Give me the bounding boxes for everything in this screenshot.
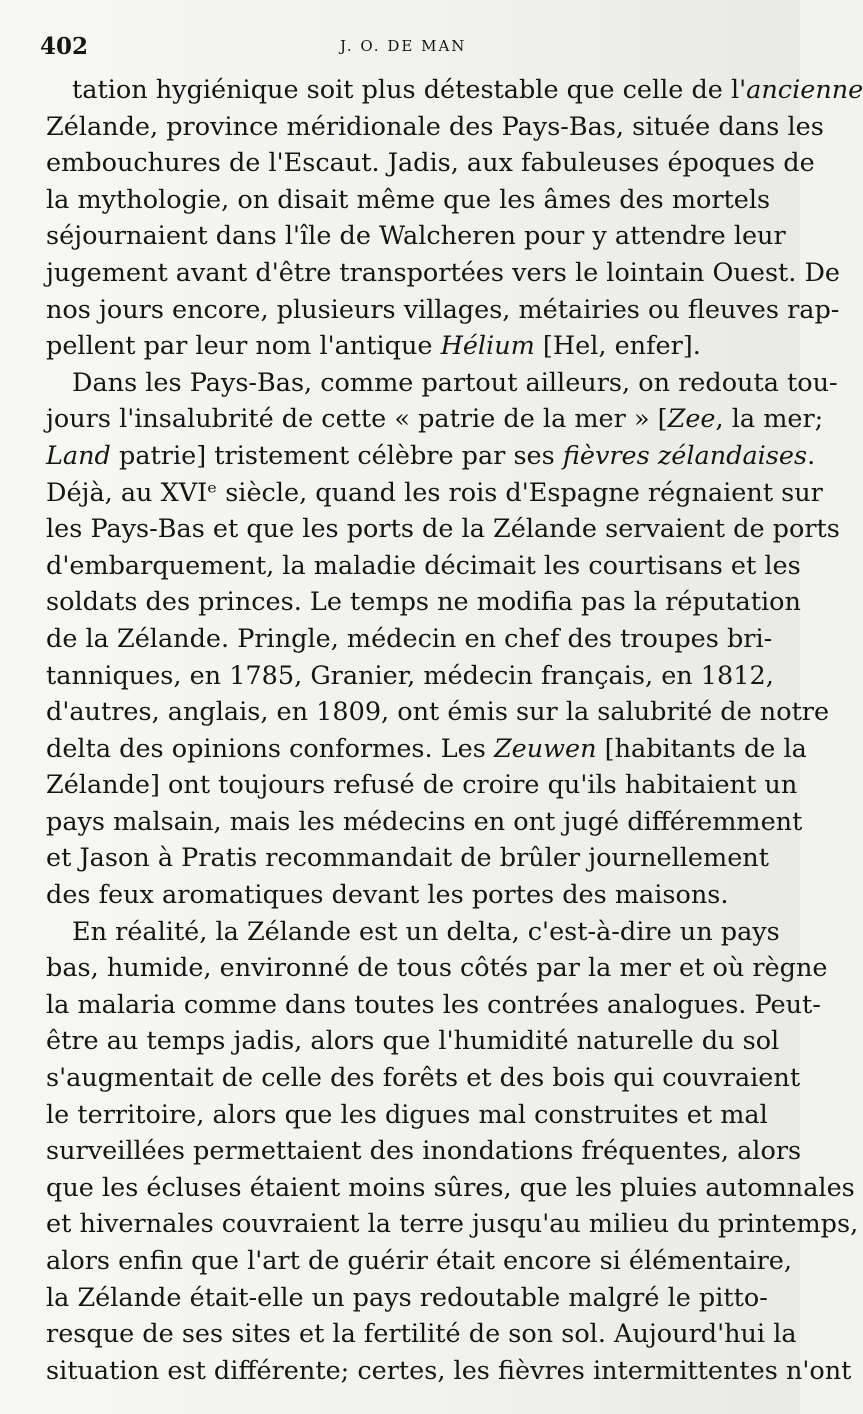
text-line bbox=[46, 1206, 859, 1243]
text-run: Zélande, province méridionale des Pays-Bas, située dans les bbox=[46, 111, 824, 142]
text-run: que les écluses étaient moins sûres, que les pluies automnales bbox=[46, 1172, 855, 1203]
text-line bbox=[46, 365, 838, 402]
text-line bbox=[46, 218, 786, 255]
text-run: tation hygiénique soit plus détestable que celle de l' bbox=[72, 75, 747, 105]
text-run: bas, humide, environné de tous côtés par la mer et où règne bbox=[46, 953, 828, 984]
italic-run: fièvres zélandaises bbox=[562, 440, 808, 471]
text-run: de la Zélande. Pringle, médecin en chef des troupes bri- bbox=[46, 623, 773, 654]
text-run: d'autres, anglais, en 1809, ont émis sur la salubrité de notre bbox=[46, 697, 830, 728]
text-run: s'augmentait de celle des forêts et des bois qui couvraient bbox=[46, 1063, 801, 1094]
text-line bbox=[46, 511, 840, 548]
text-run: les Pays-Bas et que les ports de la Zélande servaient de ports bbox=[46, 514, 840, 545]
text-line bbox=[46, 914, 780, 951]
italic-run: Hélium bbox=[440, 331, 535, 362]
text-line bbox=[46, 840, 769, 877]
text-line bbox=[46, 1280, 768, 1317]
italic-run: ancienne bbox=[746, 75, 863, 105]
text-line bbox=[46, 255, 841, 292]
text-line bbox=[46, 987, 821, 1024]
text-line bbox=[46, 292, 840, 329]
text-line bbox=[46, 438, 816, 475]
text-line bbox=[46, 584, 801, 621]
text-line bbox=[46, 1353, 852, 1390]
text-run: resque de ses sites et la fertilité de son sol. Aujourd'hui la bbox=[46, 1319, 797, 1350]
text-line bbox=[46, 1097, 768, 1134]
text-run: la mythologie, on disait même que les âmes des mortels bbox=[46, 184, 771, 215]
text-line bbox=[46, 1243, 792, 1280]
text-line bbox=[46, 1170, 855, 1207]
text-run: des feux aromatiques devant les portes des maisons. bbox=[46, 880, 729, 911]
text-run: , la mer; bbox=[715, 404, 824, 435]
text-run: Déjà, au XVIᵉ siècle, quand les rois d'Espagne régnaient sur bbox=[46, 477, 823, 508]
text-line bbox=[46, 950, 828, 987]
text-line bbox=[46, 548, 801, 585]
text-run: jours l'insalubrité de cette « patrie de la mer » [ bbox=[46, 404, 668, 435]
text-line bbox=[46, 731, 807, 768]
text-line bbox=[46, 72, 863, 109]
italic-run: Zee bbox=[667, 404, 716, 435]
text-run: soldats des princes. Le temps ne modifia pas la réputation bbox=[46, 587, 801, 618]
text-run: et hivernales couvraient la terre jusqu'au milieu du printemps, bbox=[46, 1209, 859, 1240]
text-run: d'embarquement, la maladie décimait les courtisans et les bbox=[46, 550, 801, 581]
text-run: Zélande] ont toujours refusé de croire qu'ils habitaient un bbox=[46, 770, 798, 801]
text-run: séjournaient dans l'île de Walcheren pour y attendre leur bbox=[46, 221, 786, 252]
text-run: pays malsain, mais les médecins en ont jugé différemment bbox=[46, 806, 803, 837]
text-run: la Zélande était-elle un pays redoutable malgré le pitto- bbox=[46, 1282, 768, 1313]
text-run: Dans les Pays-Bas, comme partout ailleurs, on redouta tou- bbox=[72, 367, 838, 398]
page-header bbox=[40, 33, 760, 63]
body-text bbox=[46, 72, 863, 1389]
text-line bbox=[46, 145, 815, 182]
text-run: pellent par leur nom l'antique bbox=[46, 331, 441, 362]
italic-run: Land bbox=[46, 440, 111, 471]
italic-run: Zeuwen bbox=[493, 733, 597, 764]
text-line bbox=[46, 328, 762, 365]
paragraph bbox=[46, 914, 859, 1390]
text-run: alors enfin que l'art de guérir était encore si élémentaire, bbox=[46, 1246, 792, 1276]
text-run: la malaria comme dans toutes les contrées analogues. Peut- bbox=[46, 989, 821, 1020]
text-run: situation est différente; certes, les fièvres intermittentes n'ont bbox=[46, 1355, 852, 1386]
text-line bbox=[46, 658, 774, 695]
text-line bbox=[46, 767, 798, 804]
text-run: être au temps jadis, alors que l'humidité naturelle du sol bbox=[46, 1026, 780, 1057]
text-line bbox=[46, 475, 823, 512]
text-run: nos jours encore, plusieurs villages, métairies ou fleuves rap- bbox=[46, 294, 840, 325]
text-line bbox=[46, 1060, 801, 1097]
text-run: [Hel, enfer]. bbox=[534, 331, 701, 362]
text-run: En réalité, la Zélande est un delta, c'est-à-dire un pays bbox=[72, 916, 780, 947]
text-line bbox=[46, 182, 771, 219]
text-line bbox=[46, 804, 803, 841]
text-line bbox=[46, 109, 824, 146]
text-run: le territoire, alors que les digues mal construites et mal bbox=[46, 1099, 768, 1130]
text-line bbox=[46, 401, 824, 438]
text-run: patrie] tristement célèbre par ses bbox=[110, 440, 563, 471]
text-line bbox=[46, 877, 762, 914]
text-line bbox=[46, 694, 830, 731]
text-run: surveillées permettaient des inondations fréquentes, alors bbox=[46, 1136, 802, 1167]
text-run: tanniques, en 1785, Granier, médecin français, en 1812, bbox=[46, 660, 774, 691]
page-number: 402 bbox=[40, 33, 89, 60]
text-run: embouchures de l'Escaut. Jadis, aux fabuleuses époques de bbox=[46, 148, 815, 179]
running-head: J. O. DE MAN bbox=[340, 37, 467, 55]
text-line bbox=[46, 1133, 802, 1170]
text-line bbox=[46, 1316, 797, 1353]
paragraph bbox=[46, 72, 863, 365]
text-run: delta des opinions conformes. Les bbox=[46, 733, 494, 764]
text-run: . bbox=[807, 440, 816, 471]
text-line bbox=[46, 621, 773, 658]
text-run: [habitants de la bbox=[596, 733, 807, 764]
text-run: et Jason à Pratis recommandait de brûler journellement bbox=[46, 843, 769, 874]
text-line bbox=[46, 1023, 780, 1060]
paragraph bbox=[46, 365, 840, 914]
text-run: jugement avant d'être transportées vers le lointain Ouest. De bbox=[46, 257, 841, 288]
